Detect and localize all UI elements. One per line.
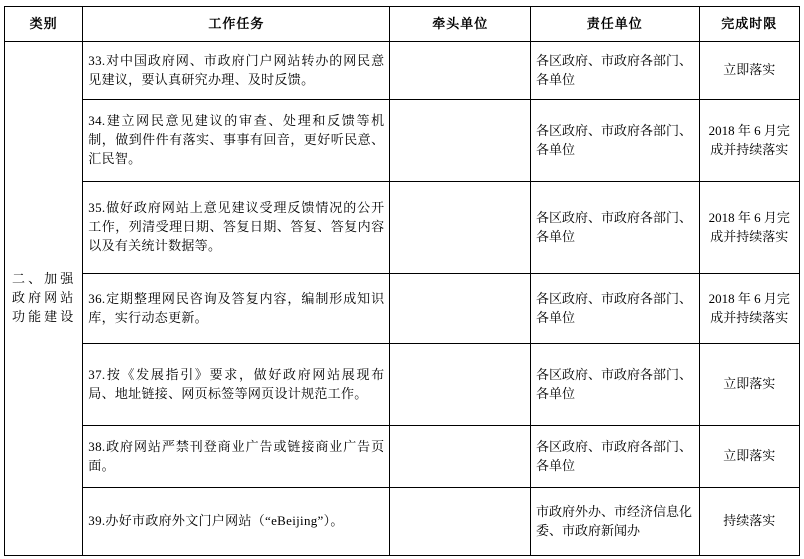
task-text: 39.办好市政府外文门户网站（“eBeijing”）。 (83, 488, 390, 556)
column-header-deadline: 完成时限 (699, 7, 799, 42)
table-row (5, 274, 800, 344)
responsible-unit: 市政府外办、市经济信息化委、市政府新闻办 (530, 488, 699, 556)
category-label: 二、加强政府网站功能建设 (12, 271, 76, 324)
responsible-unit: 各区政府、市政府各部门、各单位 (530, 100, 699, 182)
table-body (5, 42, 800, 556)
table-row (5, 344, 800, 426)
task-table (4, 6, 800, 556)
task-text: 33.对中国政府网、市政府门户网站转办的网民意见建议，要认真研究办理、及时反馈。 (83, 42, 390, 100)
table-row (5, 182, 800, 274)
lead-unit (390, 426, 531, 488)
table-row (5, 100, 800, 182)
lead-unit (390, 182, 531, 274)
column-header-lead-unit: 牵头单位 (390, 7, 531, 42)
responsible-unit: 各区政府、市政府各部门、各单位 (530, 344, 699, 426)
task-text: 37.按《发展指引》要求，做好政府网站展现布局、地址链接、网页标签等网页设计规范工作。 (83, 344, 390, 426)
table-row (5, 426, 800, 488)
table-row (5, 488, 800, 556)
deadline: 立即落实 (699, 344, 799, 426)
lead-unit (390, 100, 531, 182)
responsible-unit: 各区政府、市政府各部门、各单位 (530, 182, 699, 274)
column-header-task: 工作任务 (83, 7, 390, 42)
category-cell (5, 42, 83, 556)
deadline: 立即落实 (699, 426, 799, 488)
column-header-responsible-unit: 责任单位 (530, 7, 699, 42)
table-header (5, 7, 800, 42)
column-header-category: 类别 (5, 7, 83, 42)
table-row (5, 42, 800, 100)
table-header-row (5, 7, 800, 42)
lead-unit (390, 488, 531, 556)
deadline: 2018 年 6 月完成并持续落实 (699, 182, 799, 274)
lead-unit (390, 274, 531, 344)
deadline: 2018 年 6 月完成并持续落实 (699, 274, 799, 344)
deadline: 2018 年 6 月完成并持续落实 (699, 100, 799, 182)
deadline: 持续落实 (699, 488, 799, 556)
lead-unit (390, 42, 531, 100)
task-text: 34.建立网民意见建议的审查、处理和反馈等机制，做到件件有落实、事事有回音，更好听民意、汇民智。 (83, 100, 390, 182)
deadline: 立即落实 (699, 42, 799, 100)
responsible-unit: 各区政府、市政府各部门、各单位 (530, 274, 699, 344)
task-text: 35.做好政府网站上意见建议受理反馈情况的公开工作，列清受理日期、答复日期、答复、答复内容以及有关统计数据等。 (83, 182, 390, 274)
lead-unit (390, 344, 531, 426)
responsible-unit: 各区政府、市政府各部门、各单位 (530, 426, 699, 488)
task-text: 36.定期整理网民咨询及答复内容，编制形成知识库，实行动态更新。 (83, 274, 390, 344)
task-text: 38.政府网站严禁刊登商业广告或链接商业广告页面。 (83, 426, 390, 488)
responsible-unit: 各区政府、市政府各部门、各单位 (530, 42, 699, 100)
